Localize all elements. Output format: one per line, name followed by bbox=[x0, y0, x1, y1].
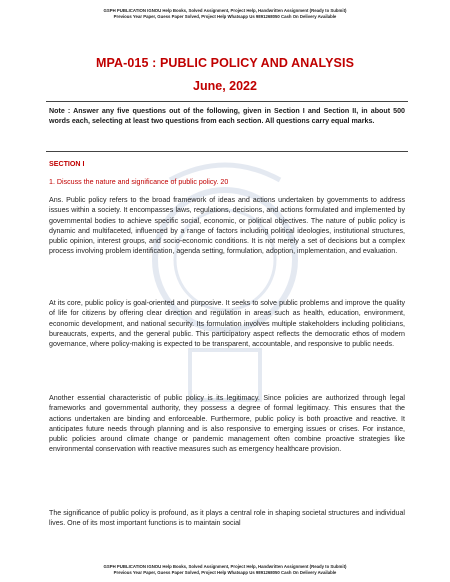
answer-paragraph: Ans. Public policy refers to the broad framework of ideas and actions undertaken by governments to address issues within a society. It encompasses laws, regulations, decisions, and actions formulated and implemented by governmental bodies to achieve specific social, economic, or political objectives. The nature of public policy is dynamic and multifaceted, influenced by a range of factors including political ideologies, institutional structures, public opinion, interest groups, and socio-economic conditions. It is not merely a set of decisions but a complex process involving problem identification, agenda setting, formulation, adoption, implementation, and evaluation. bbox=[49, 196, 405, 256]
document-title: MPA-015 : PUBLIC POLICY AND ANALYSIS bbox=[95, 56, 355, 70]
note-bottom-rule bbox=[46, 151, 408, 152]
answer-paragraph: At its core, public policy is goal-oriented and purposive. It seeks to solve public problems and improve the quality of life for citizens by offering clear direction and regulation in areas such as health, education, environment, economic development, and national security. Its formulation involves multiple stakeholders including politicians, bureaucrats, experts, and the general public. This participatory aspect reflects the democratic ethos of modern governance, where policy-making is expected to be transparent, accountable, and responsive to public needs. bbox=[49, 299, 405, 349]
section-heading: SECTION I bbox=[49, 160, 85, 168]
page-footer bbox=[30, 564, 420, 576]
header-line-1: GSPH PUBLICATION IGNOU Help Books, Solved Assignment, Project Help, Handwritten Assignment (Ready to Submit) bbox=[103, 8, 347, 13]
exam-note: Note : Answer any five questions out of the following, given in Section I and Section II, in about 500 words each, selecting at least two questions from each section. All questions carry equal marks. bbox=[49, 107, 405, 126]
header-line-2: Previous Year Paper, Guess Paper Solved, Project Help Whatsapp Us 9891268050 Cash On Delivery Available bbox=[113, 14, 337, 19]
answer-paragraph: Another essential characteristic of public policy is its legitimacy. Since policies are authorized through legal frameworks and governmental authority, they possess a degree of formal legitimacy. This ensures that the actions undertaken are binding and enforceable. Furthermore, public policy is both proactive and reactive. It anticipates future needs through planning and is also responsive to emerging issues or crises. For instance, public policies around climate change or pandemic management often combine proactive strategies like environmental conservation with reactive measures such as emergency healthcare provision. bbox=[49, 394, 405, 454]
document-date: June, 2022 bbox=[193, 79, 257, 93]
answer-paragraph: The significance of public policy is profound, as it plays a central role in shaping societal structures and individual lives. One of its most important functions is to maintain social bbox=[49, 509, 405, 528]
note-top-rule bbox=[46, 101, 408, 102]
page-header bbox=[30, 8, 420, 20]
footer-line-1: GSPH PUBLICATION IGNOU Help Books, Solved Assignment, Project Help, Handwritten Assignment (Ready to Submit) bbox=[103, 564, 347, 569]
footer-line-2: Previous Year Paper, Guess Paper Solved, Project Help Whatsapp Us 9891268050 Cash On Delivery Available bbox=[113, 570, 337, 575]
question-heading: 1. Discuss the nature and significance of public policy. 20 bbox=[49, 178, 229, 186]
